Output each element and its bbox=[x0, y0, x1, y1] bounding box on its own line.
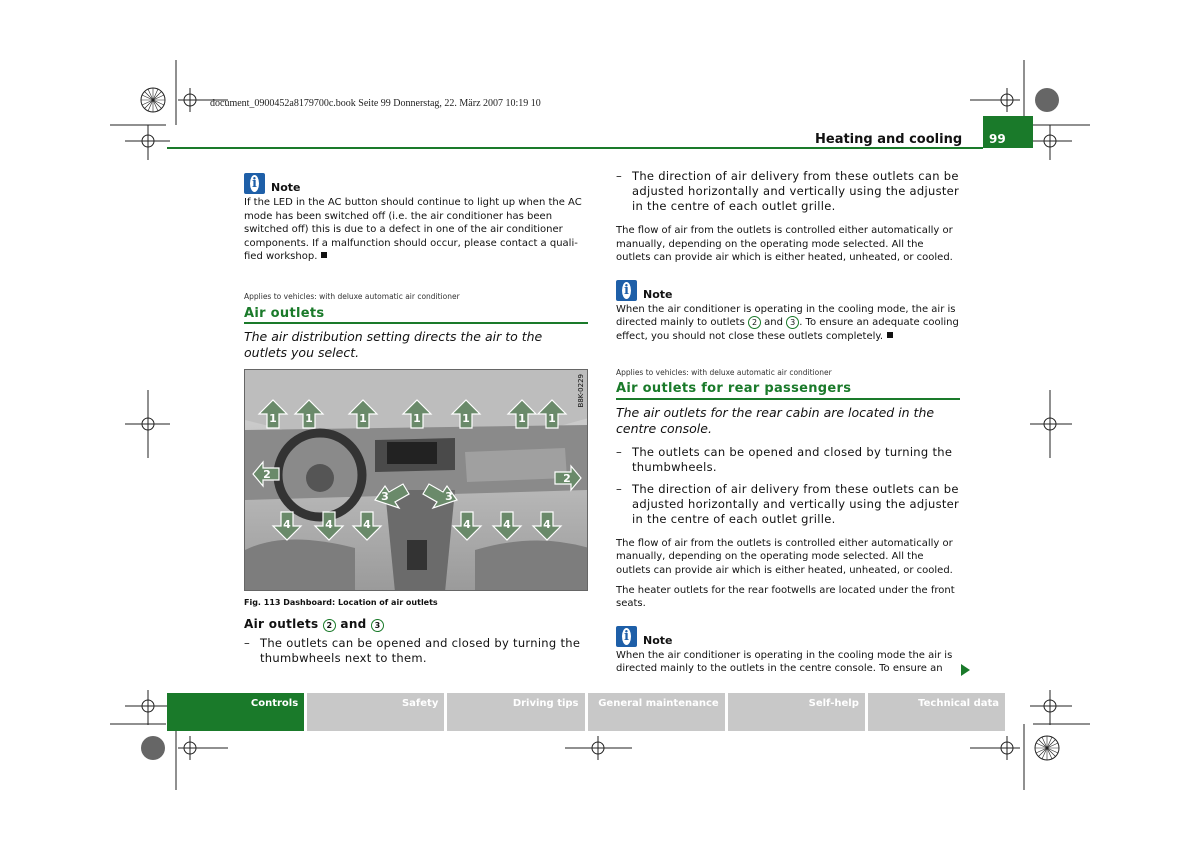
callout-label: 1 bbox=[462, 412, 470, 425]
callout-label: 2 bbox=[263, 468, 271, 481]
nav-tab-safety[interactable]: Safety bbox=[307, 693, 444, 731]
right-column bbox=[616, 169, 960, 676]
section-intro: The air distribution setting directs the air to the outlets you select. bbox=[244, 323, 588, 361]
list-item: – The direction of air delivery from these outlets can be adjusted horizontally and vertically using the adjuster in the centre of each outlet grille. bbox=[616, 169, 960, 213]
callout-label: 1 bbox=[548, 412, 556, 425]
callout-label: 1 bbox=[269, 412, 277, 425]
page-number: 99 bbox=[983, 116, 1033, 148]
figure-caption: Fig. 113 Dashboard: Location of air outlets bbox=[244, 598, 438, 607]
list-item: – The outlets can be opened and closed by turning the thumbwheels. bbox=[616, 444, 953, 474]
paragraph: The flow of air from the outlets is controlled either automatically or manually, depending on the operating mode selected. All the outlets can provide air which is either heated, unheated, or cooled. bbox=[616, 537, 953, 576]
callout-arrows bbox=[245, 370, 588, 591]
list-item: – The direction of air delivery from these outlets can be adjusted horizontally and vertically using the adjuster in the centre of each outlet grille. bbox=[616, 481, 960, 526]
callout-label: 1 bbox=[413, 412, 421, 425]
header-rule bbox=[167, 147, 983, 149]
print-header: document_0900452a8179700c.book Seite 99 Donnerstag, 22. März 2007 10:19 10 bbox=[210, 98, 541, 109]
continue-arrow-icon bbox=[961, 664, 970, 676]
note-header bbox=[616, 625, 960, 647]
applies-to: Applies to vehicles: with deluxe automatic air conditioner bbox=[244, 291, 460, 301]
end-of-section-marker bbox=[321, 252, 327, 258]
callout-label: 1 bbox=[359, 412, 367, 425]
note-header bbox=[244, 172, 588, 194]
callout-label: 2 bbox=[563, 472, 571, 485]
note-text: When the air conditioner is operating in the cooling mode, the air is directed mainly to outlets 2 and 3 . To ensure an adequate cooling effect, you should not close these outlets completely. bbox=[616, 303, 959, 342]
dashboard-figure bbox=[244, 369, 588, 591]
info-icon: i bbox=[616, 626, 637, 647]
callout-label: 4 bbox=[363, 518, 371, 531]
section-heading: Air outlets bbox=[244, 307, 588, 324]
note-label: Note bbox=[643, 287, 673, 301]
list-item: – The outlets can be opened and closed by turning the thumbwheels next to them. bbox=[244, 636, 581, 665]
nav-tab-driving-tips[interactable]: Driving tips bbox=[447, 693, 584, 731]
callout-label: 3 bbox=[445, 490, 453, 503]
applies-to: Applies to vehicles: with deluxe automatic air conditioner bbox=[616, 367, 832, 377]
callout-ref: 2 bbox=[748, 316, 761, 329]
callout-label: 4 bbox=[463, 518, 471, 531]
nav-tab-self-help[interactable]: Self-help bbox=[728, 693, 865, 731]
note-text: When the air conditioner is operating in the cooling mode the air is directed mainly to the outlets in the centre console. To ensure an bbox=[616, 649, 953, 675]
nav-tab-general-maintenance[interactable]: General maintenance bbox=[588, 693, 725, 731]
callout-ref: 2 bbox=[323, 619, 336, 632]
subheading: Air outlets 2 and 3 bbox=[244, 618, 588, 632]
callout-label: 4 bbox=[325, 518, 333, 531]
paragraph: The heater outlets for the rear footwells are located under the front seats. bbox=[616, 584, 955, 610]
callout-ref: 3 bbox=[371, 619, 384, 632]
figure-code: B8K-0229 bbox=[577, 374, 585, 408]
callout-label: 4 bbox=[503, 518, 511, 531]
chapter-nav bbox=[167, 693, 1005, 731]
callout-label: 4 bbox=[283, 518, 291, 531]
nav-tab-controls[interactable]: Controls bbox=[167, 693, 304, 731]
callout-label: 1 bbox=[518, 412, 526, 425]
section-heading: Air outlets for rear passengers bbox=[616, 382, 960, 399]
callout-label: 4 bbox=[543, 518, 551, 531]
end-of-section-marker bbox=[887, 332, 893, 338]
note-text: If the LED in the AC button should continue to light up when the AC mode has been switched off (i.e. the air conditioner has been switched off) this is due to a defect in one of the air conditioner components. If a malfunction should occur, please contact a quali-fied workshop. bbox=[244, 197, 582, 263]
note-label: Note bbox=[271, 181, 301, 194]
left-column bbox=[244, 172, 588, 361]
section-intro: The air outlets for the rear cabin are located in the centre console. bbox=[616, 399, 960, 437]
callout-label: 3 bbox=[381, 490, 389, 503]
paragraph: The flow of air from the outlets is controlled either automatically or manually, depending on the operating mode selected. All the outlets can provide air which is either heated, unheated, or cooled. bbox=[616, 225, 953, 264]
left-column-lower bbox=[244, 618, 588, 666]
callout-label: 1 bbox=[305, 412, 313, 425]
note-label: Note bbox=[643, 633, 673, 647]
nav-tab-technical-data[interactable]: Technical data bbox=[868, 693, 1005, 731]
info-icon: i bbox=[244, 173, 265, 194]
callout-ref: 3 bbox=[786, 316, 799, 329]
section-title: Heating and cooling bbox=[815, 132, 963, 147]
info-icon: i bbox=[616, 280, 637, 301]
note-header bbox=[616, 279, 960, 301]
